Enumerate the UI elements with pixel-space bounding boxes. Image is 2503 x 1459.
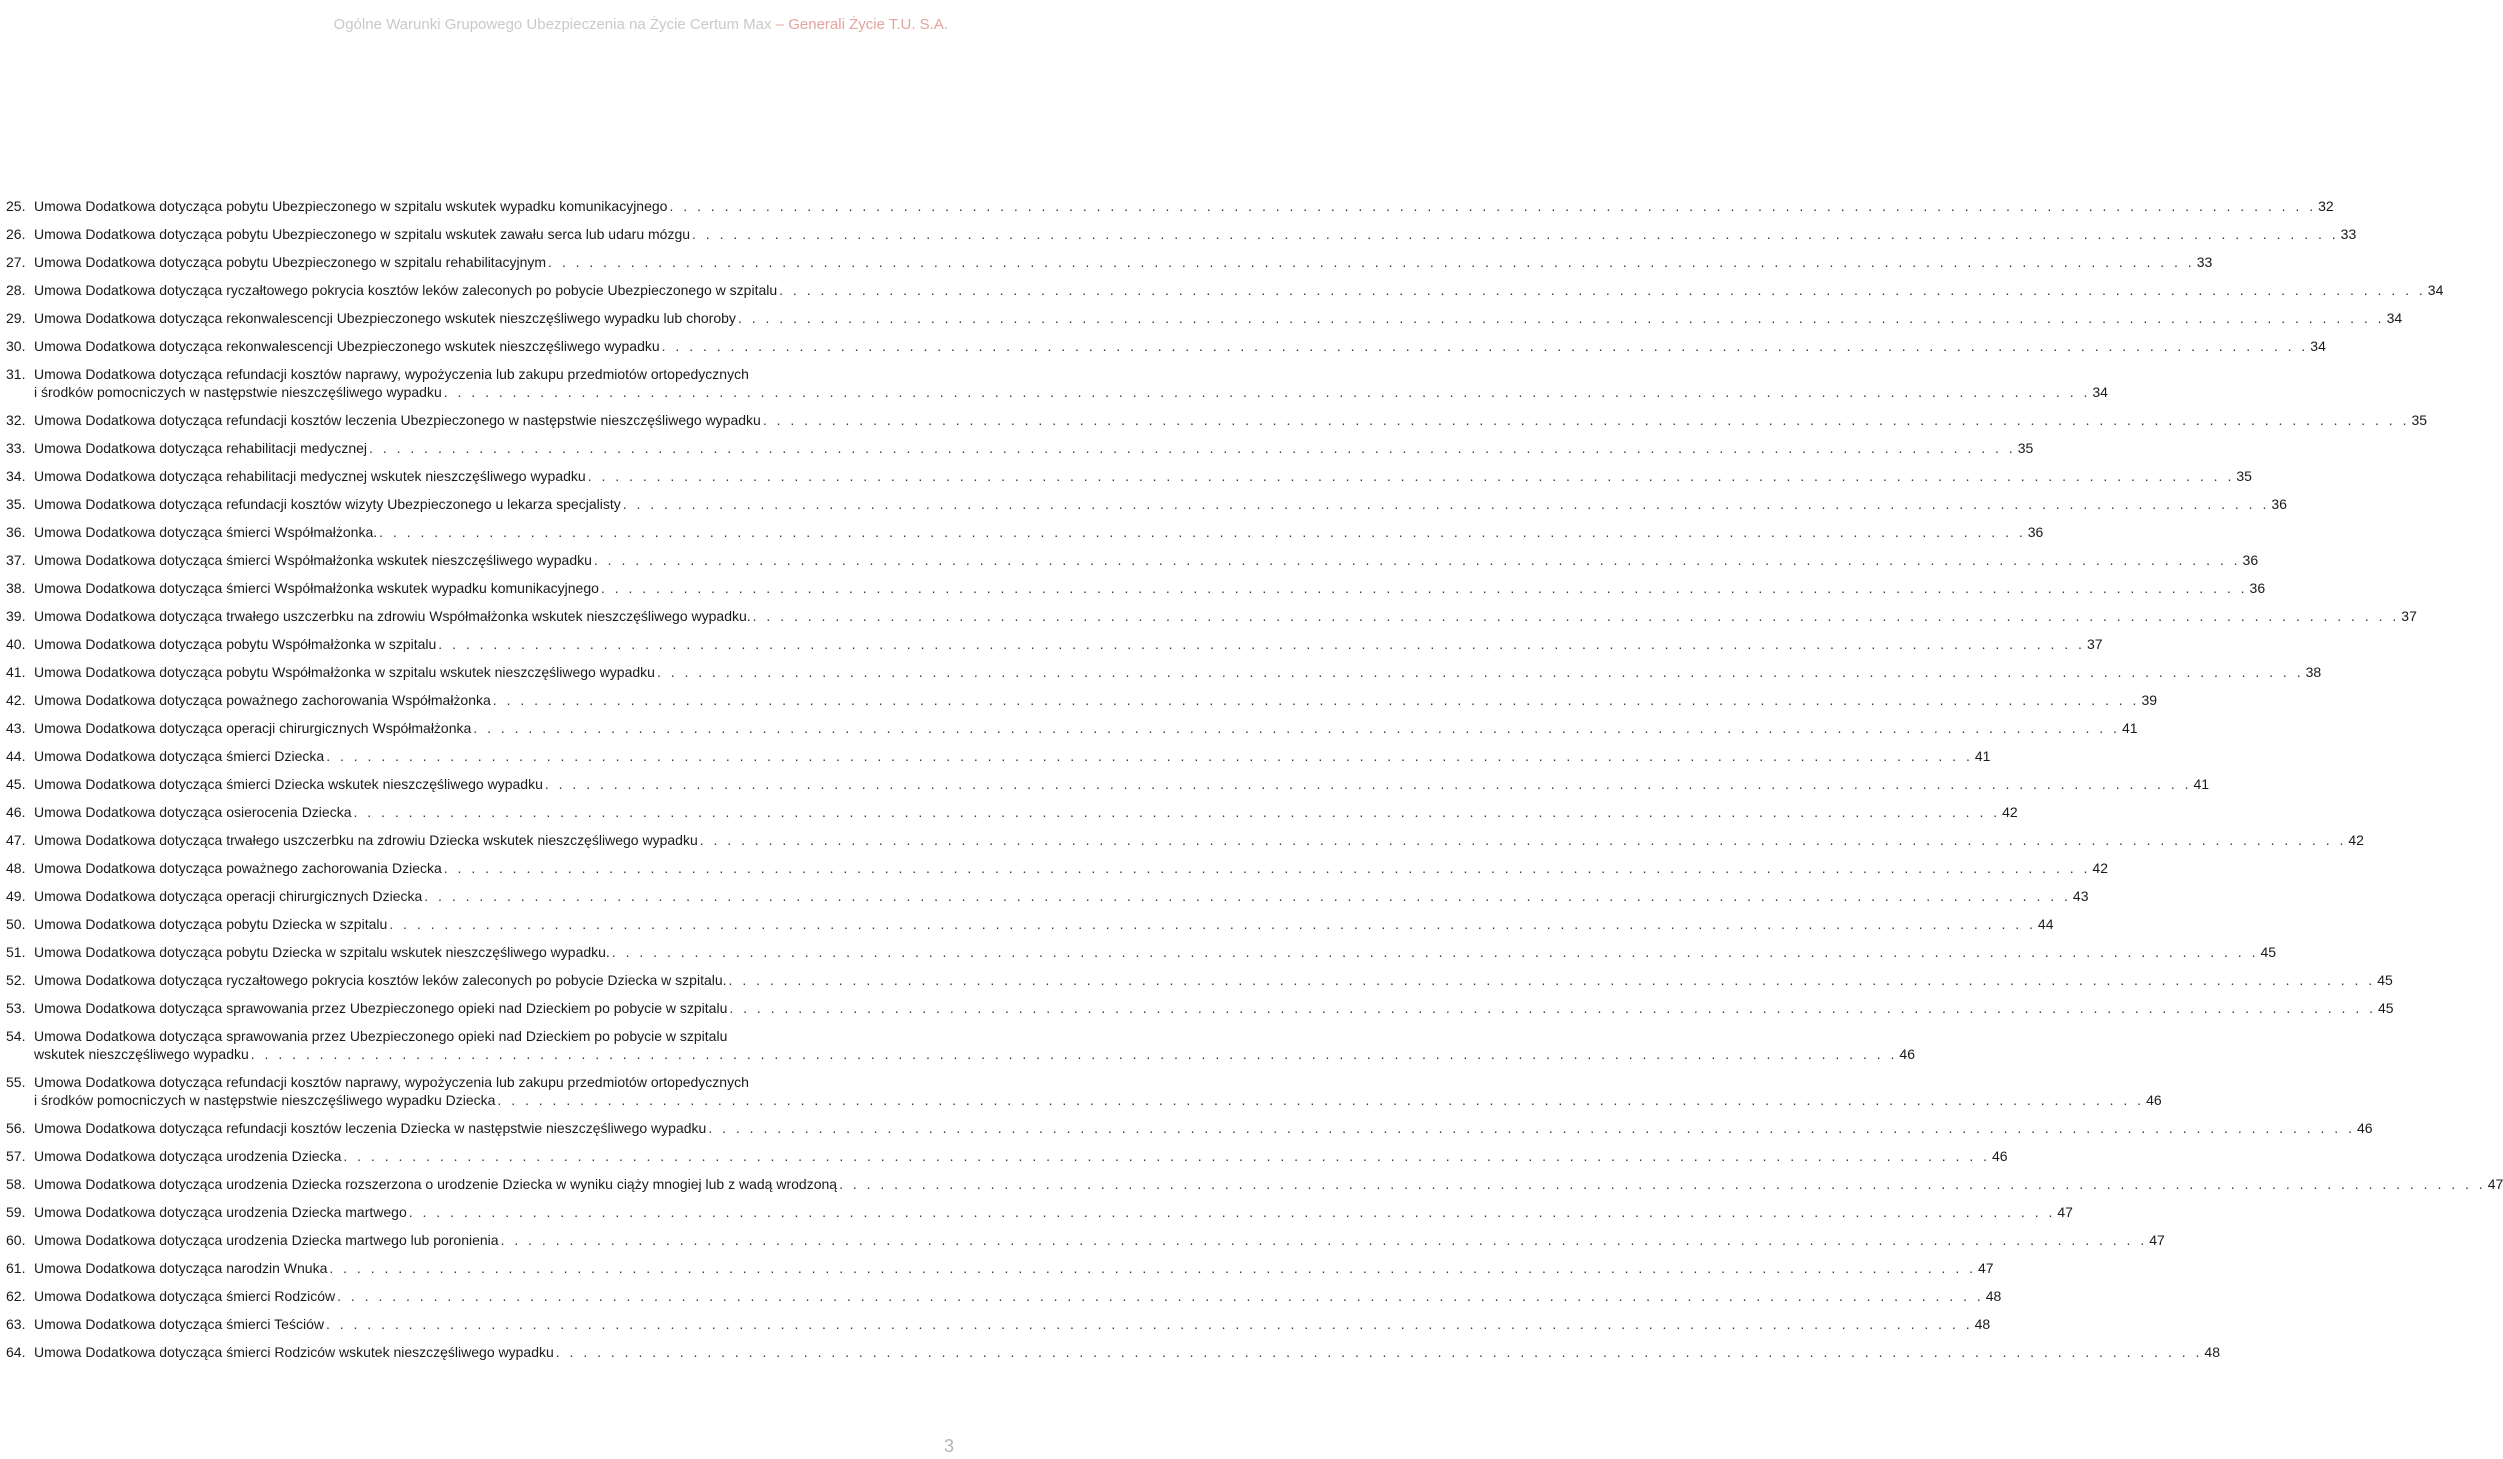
toc-entry-page: 48	[1974, 1316, 1991, 1332]
toc-entry-number: 38.	[6, 580, 26, 596]
toc-entry-page: 33	[2196, 254, 2213, 270]
toc-entry-number: 64.	[6, 1344, 26, 1360]
toc-entry-page: 41	[2121, 720, 2138, 736]
toc-entry-title: Umowa Dodatkowa dotycząca pobytu Ubezpieczonego w szpitalu wskutek wypadku komunikacyjnego	[34, 198, 668, 214]
toc-entry-page: 46	[2146, 1092, 2162, 1108]
toc-entry-page: 34	[2310, 338, 2326, 354]
toc-entry[interactable]	[6, 691, 2158, 709]
toc-entry-title: Umowa Dodatkowa dotycząca śmierci Dziecka wskutek nieszczęśliwego wypadku	[34, 776, 543, 792]
toc-entry-title: Umowa Dodatkowa dotycząca śmierci Teściów	[34, 1316, 324, 1332]
toc-leader-dots: . . . . . . . . . . . . . . . . . . . . . . . . . . . . . . . . . . . . . . . . . . . . . . . . . . . . . . . . . . . . . . . . . . . . . . . . . . . . . . . . . . . . . . . . . . . . . . . . . . . . . . . . . . . . . . . . . . . . . . . .	[325, 1316, 1973, 1332]
toc-entry-page: 41	[1974, 748, 1991, 764]
toc-entry-number: 36.	[6, 524, 26, 540]
toc-entry-title: Umowa Dodatkowa dotycząca pobytu Dziecka w szpitalu	[34, 916, 388, 932]
toc-entry-title: Umowa Dodatkowa dotycząca trwałego uszczerbku na zdrowiu Dziecka wskutek nieszczęśliwego wypadku	[34, 832, 698, 848]
toc-entry-number: 28.	[6, 282, 26, 298]
toc-entry-title: Umowa Dodatkowa dotycząca rehabilitacji medycznej wskutek nieszczęśliwego wypadku	[34, 468, 586, 484]
toc-entry[interactable]	[6, 1147, 2008, 1165]
toc-leader-dots: . . . . . . . . . . . . . . . . . . . . . . . . . . . . . . . . . . . . . . . . . . . . . . . . . . . . . . . . . . . . . . . . . . . . . . . . . . . . . . . . . . . . . . . . . . . . . . . . . . . . . . . . . . . . . . . . . . . . . . . .	[839, 1176, 2486, 1192]
toc-leader-dots: . . . . . . . . . . . . . . . . . . . . . . . . . . . . . . . . . . . . . . . . . . . . . . . . . . . . . . . . . . . . . . . . . . . . . . . . . . . . . . . . . . . . . . . . . . . . . . . . . . . . . . . . . . . . . . . . . . . . . . . .	[438, 636, 2085, 652]
toc-entry[interactable]	[6, 635, 2103, 653]
toc-entry-number: 55.	[6, 1074, 26, 1090]
toc-leader-dots: . . . . . . . . . . . . . . . . . . . . . . . . . . . . . . . . . . . . . . . . . . . . . . . . . . . . . . . . . . . . . . . . . . . . . . . . . . . . . . . . . . . . . . . . . . . . . . . . . . . . . . . . . . . . . . . . . . . . . . . .	[729, 1000, 2376, 1016]
toc-entry[interactable]	[6, 803, 2018, 821]
toc-entry[interactable]	[6, 999, 2394, 1017]
toc-entry-title: Umowa Dodatkowa dotycząca urodzenia Dziecka	[34, 1148, 342, 1164]
toc-leader-dots: . . . . . . . . . . . . . . . . . . . . . . . . . . . . . . . . . . . . . . . . . . . . . . . . . . . . . . . . . . . . . . . . . . . . . . . . . . . . . . . . . . . . . . . . . . . . . . . . . . . . . . . . . . . . . . . . . . . . . . . .	[492, 692, 2140, 708]
toc-entry-title: Umowa Dodatkowa dotycząca sprawowania przez Ubezpieczonego opieki nad Dzieckiem po pobycie w szpitalu	[34, 1028, 728, 1044]
page-number: 3	[943, 1436, 954, 1456]
toc-entry[interactable]	[6, 747, 1991, 765]
toc-entry-title: Umowa Dodatkowa dotycząca pobytu Dziecka w szpitalu wskutek nieszczęśliwego wypadku.	[34, 944, 610, 960]
toc-entry[interactable]	[6, 309, 2403, 327]
toc-leader-dots: . . . . . . . . . . . . . . . . . . . . . . . . . . . . . . . . . . . . . . . . . . . . . . . . . . . . . . . . . . . . . . . . . . . . . . . . . . . . . . . . . . . . . . . . . . . . . . . . . . . . . . . . . . . . . . . . . . . . . . . .	[544, 776, 2192, 792]
toc-leader-dots: . . . . . . . . . . . . . . . . . . . . . . . . . . . . . . . . . . . . . . . . . . . . . . . . . . . . . . . . . . . . . . . . . . . . . . . . . . . . . . . . . . . . . . . . . . . . . . . . . . . . . . . . . . . . . . . . . . . . . . . .	[389, 916, 2036, 932]
toc-entry-title: Umowa Dodatkowa dotycząca poważnego zachorowania Współmałżonka	[34, 692, 491, 708]
toc-entry[interactable]	[6, 831, 2364, 849]
toc-leader-dots: . . . . . . . . . . . . . . . . . . . . . . . . . . . . . . . . . . . . . . . . . . . . . . . . . . . . . . . . . . . . . . . . . . . . . . . . . . . . . . . . . . . . . . . . . . . . . . . . . . . . . . . . . . . . . . . . . . . . . . . .	[443, 384, 2091, 400]
toc-entry-page: 38	[2305, 664, 2322, 680]
toc-entry-page: 39	[2141, 692, 2158, 708]
toc-entry-title: Umowa Dodatkowa dotycząca refundacji kosztów leczenia Ubezpieczonego w następstwie nieszczęśliwego wypadku	[34, 412, 761, 428]
toc-entry[interactable]	[6, 1175, 2503, 1193]
toc-entry-page: 48	[1985, 1288, 2002, 1304]
toc-entry-title: Umowa Dodatkowa dotycząca refundacji kosztów leczenia Dziecka w następstwie nieszczęśliwego wypadku	[34, 1120, 707, 1136]
toc-entry[interactable]	[6, 1259, 1994, 1277]
toc-entry-page: 37	[2401, 608, 2417, 624]
toc-entry-title: Umowa Dodatkowa dotycząca refundacji kosztów naprawy, wypożyczenia lub zakupu przedmiotów ortopedycznych	[34, 1074, 749, 1090]
toc-entry-title: Umowa Dodatkowa dotycząca rekonwalescencji Ubezpieczonego wskutek nieszczęśliwego wypadku	[34, 338, 660, 354]
toc-entry-title: Umowa Dodatkowa dotycząca pobytu Współmałżonka w szpitalu	[34, 636, 437, 652]
toc-entry-number: 58.	[6, 1176, 26, 1192]
toc-entry-page: 41	[2193, 776, 2210, 792]
toc-leader-dots: . . . . . . . . . . . . . . . . . . . . . . . . . . . . . . . . . . . . . . . . . . . . . . . . . . . . . . . . . . . . . . . . . . . . . . . . . . . . . . . . . . . . . . . . . . . . . . . . . . . . . . . . . . . . . . . . . . . . . . . .	[408, 1204, 2056, 1220]
toc-entry-title: i środków pomocniczych w następstwie nieszczęśliwego wypadku	[34, 384, 442, 400]
toc-entry-number: 60.	[6, 1232, 26, 1248]
toc-entry-page: 34	[2092, 384, 2108, 400]
toc-entry-title: Umowa Dodatkowa dotycząca refundacji kosztów naprawy, wypożyczenia lub zakupu przedmiotów ortopedycznych	[34, 366, 749, 382]
toc-entry-title: Umowa Dodatkowa dotycząca śmierci Współmałżonka wskutek wypadku komunikacyjnego	[34, 580, 599, 596]
toc-entry-title: Umowa Dodatkowa dotycząca urodzenia Dziecka martwego	[34, 1204, 407, 1220]
toc-leader-dots: . . . . . . . . . . . . . . . . . . . . . . . . . . . . . . . . . . . . . . . . . . . . . . . . . . . . . . . . . . . . . . . . . . . . . . . . . . . . . . . . . . . . . . . . . . . . . . . . . . . . . . . . . . . . . . . . . . . . . . . .	[497, 1092, 2145, 1108]
toc-entry-page: 45	[2378, 1000, 2394, 1016]
toc-entry-page: 36	[2027, 524, 2044, 540]
toc-entry[interactable]	[6, 467, 2252, 485]
toc-entry-title: Umowa Dodatkowa dotycząca rekonwalescencji Ubezpieczonego wskutek nieszczęśliwego wypadku lub choroby	[34, 310, 736, 326]
toc-leader-dots: . . . . . . . . . . . . . . . . . . . . . . . . . . . . . . . . . . . . . . . . . . . . . . . . . . . . . . . . . . . . . . . . . . . . . . . . . . . . . . . . . . . . . . . . . . . . . . . . . . . . . . . . . . . . . . . . . . . . . . . .	[611, 944, 2259, 960]
toc-entry[interactable]	[6, 719, 2138, 737]
toc-leader-dots: . . . . . . . . . . . . . . . . . . . . . . . . . . . . . . . . . . . . . . . . . . . . . . . . . . . . . . . . . . . . . . . . . . . . . . . . . . . . . . . . . . . . . . . . . . . . . . . . . . . . . . . . . . . . . . . . . . . . . . . .	[708, 1120, 2355, 1136]
toc-entry-page: 47	[2149, 1232, 2165, 1248]
toc-entry-number: 26.	[6, 226, 26, 242]
toc-leader-dots: . . . . . . . . . . . . . . . . . . . . . . . . . . . . . . . . . . . . . . . . . . . . . . . . . . . . . . . . . . . . . . . . . . . . . . . . . . . . . . . . . . . . . . . . . . . . . . . . . . . . . . . . . . . . . . . . . . . . . . . .	[250, 1046, 1898, 1062]
toc-entry-page: 33	[2340, 226, 2357, 242]
toc-entry-page: 46	[1992, 1148, 2008, 1164]
toc-entry[interactable]	[6, 1315, 1991, 1333]
toc-leader-dots: . . . . . . . . . . . . . . . . . . . . . . . . . . . . . . . . . . . . . . . . . . . . . . . . . . . . . . . . . . . . . . . . . . . . . . . . . . . . . . . . . . . . . . . . . . . . . . . . . . . . . . . . . . . . . . . . . . . . . . . .	[600, 580, 2248, 596]
toc-entry-number: 31.	[6, 366, 26, 382]
toc-entry[interactable]	[6, 943, 2277, 961]
header-company: Generali Życie T.U. S.A.	[788, 16, 948, 33]
toc-entry-number: 34.	[6, 468, 26, 484]
toc-entry-title: Umowa Dodatkowa dotycząca operacji chirurgicznych Dziecka	[34, 888, 423, 904]
toc-entry-title: Umowa Dodatkowa dotycząca śmierci Współmałżonka wskutek nieszczęśliwego wypadku	[34, 552, 592, 568]
toc-entry-number: 62.	[6, 1288, 26, 1304]
toc-entry-number: 32.	[6, 412, 26, 428]
toc-entry-page: 34	[2427, 282, 2444, 298]
toc-entry-number: 33.	[6, 440, 26, 456]
toc-entry[interactable]	[6, 663, 2322, 681]
document-header	[334, 16, 948, 33]
toc-entry[interactable]	[6, 915, 2054, 933]
toc-entry[interactable]	[6, 1343, 2220, 1361]
toc-entry-title: Umowa Dodatkowa dotycząca ryczałtowego pokrycia kosztów leków zaleconych po pobycie Ubezpieczonego w szpitalu	[34, 282, 778, 298]
toc-entry-page: 42	[2002, 804, 2018, 820]
toc-leader-dots: . . . . . . . . . . . . . . . . . . . . . . . . . . . . . . . . . . . . . . . . . . . . . . . . . . . . . . . . . . . . . . . . . . . . . . . . . . . . . . . . . . . . . . . . . . . . . . . . . . . . . . . . . . . . . . . . . . . . . . . .	[669, 198, 2317, 214]
toc-entry[interactable]	[6, 1119, 2373, 1137]
toc-entry-number: 54.	[6, 1028, 26, 1044]
toc-entry-title: Umowa Dodatkowa dotycząca śmierci Rodziców	[34, 1288, 336, 1304]
toc-entry-title: i środków pomocniczych w następstwie nieszczęśliwego wypadku Dziecka	[34, 1092, 496, 1108]
toc-entry-number: 25.	[6, 198, 26, 214]
toc-entry[interactable]	[6, 253, 2213, 271]
toc-entry[interactable]	[6, 197, 2334, 215]
toc-entry-page: 36	[2242, 552, 2259, 568]
toc-leader-dots: . . . . . . . . . . . . . . . . . . . . . . . . . . . . . . . . . . . . . . . . . . . . . . . . . . . . . . . . . . . . . . . . . . . . . . . . . . . . . . . . . . . . . . . . . . . . . . . . . . . . . . . . . . . . . . . . . . . . . . . .	[353, 804, 2001, 820]
toc-leader-dots: . . . . . . . . . . . . . . . . . . . . . . . . . . . . . . . . . . . . . . . . . . . . . . . . . . . . . . . . . . . . . . . . . . . . . . . . . . . . . . . . . . . . . . . . . . . . . . . . . . . . . . . . . . . . . . . . . . . . . . . .	[692, 226, 2339, 242]
toc-leader-dots: . . . . . . . . . . . . . . . . . . . . . . . . . . . . . . . . . . . . . . . . . . . . . . . . . . . . . . . . . . . . . . . . . . . . . . . . . . . . . . . . . . . . . . . . . . . . . . . . . . . . . . . . . . . . . . . . . . . . . . . .	[728, 972, 2376, 988]
toc-entry-title: Umowa Dodatkowa dotycząca operacji chirurgicznych Współmałżonka	[34, 720, 472, 736]
toc-entry-page: 42	[2348, 832, 2364, 848]
toc-entry[interactable]	[6, 495, 2287, 513]
toc-leader-dots: . . . . . . . . . . . . . . . . . . . . . . . . . . . . . . . . . . . . . . . . . . . . . . . . . . . . . . . . . . . . . . . . . . . . . . . . . . . . . . . . . . . . . . . . . . . . . . . . . . . . . . . . . . . . . . . . . . . . . . . .	[622, 496, 2270, 512]
toc-entry-title: Umowa Dodatkowa dotycząca poważnego zachorowania Dziecka	[34, 860, 442, 876]
toc-entry-number: 40.	[6, 636, 26, 652]
toc-entry[interactable]	[6, 1287, 2002, 1305]
toc-entry[interactable]	[6, 411, 2428, 429]
toc-entry-number: 53.	[6, 1000, 26, 1016]
toc-leader-dots: . . . . . . . . . . . . . . . . . . . . . . . . . . . . . . . . . . . . . . . . . . . . . . . . . . . . . . . . . . . . . . . . . . . . . . . . . . . . . . . . . . . . . . . . . . . . . . . . . . . . . . . . . . . . . . . . . . . . . . . .	[369, 440, 2016, 456]
toc-entry-page: 45	[2377, 972, 2393, 988]
toc-leader-dots: . . . . . . . . . . . . . . . . . . . . . . . . . . . . . . . . . . . . . . . . . . . . . . . . . . . . . . . . . . . . . . . . . . . . . . . . . . . . . . . . . . . . . . . . . . . . . . . . . . . . . . . . . . . . . . . . . . . . . . . .	[424, 888, 2071, 904]
toc-leader-dots: . . . . . . . . . . . . . . . . . . . . . . . . . . . . . . . . . . . . . . . . . . . . . . . . . . . . . . . . . . . . . . . . . . . . . . . . . . . . . . . . . . . . . . . . . . . . . . . . . . . . . . . . . . . . . . . . . . . . . . . .	[593, 552, 2241, 568]
toc-leader-dots: . . . . . . . . . . . . . . . . . . . . . . . . . . . . . . . . . . . . . . . . . . . . . . . . . . . . . . . . . . . . . . . . . . . . . . . . . . . . . . . . . . . . . . . . . . . . . . . . . . . . . . . . . . . . . . . . . . . . . . . .	[326, 748, 1973, 764]
toc-entry-title: Umowa Dodatkowa dotycząca śmierci Rodziców wskutek nieszczęśliwego wypadku	[34, 1344, 554, 1360]
toc-leader-dots: . . . . . . . . . . . . . . . . . . . . . . . . . . . . . . . . . . . . . . . . . . . . . . . . . . . . . . . . . . . . . . . . . . . . . . . . . . . . . . . . . . . . . . . . . . . . . . . . . . . . . . . . . . . . . . . . . . . . . . . .	[587, 468, 2235, 484]
toc-entry-title: Umowa Dodatkowa dotycząca pobytu Ubezpieczonego w szpitalu rehabilitacyjnym	[34, 254, 547, 270]
toc-entry-title: Umowa Dodatkowa dotycząca sprawowania przez Ubezpieczonego opieki nad Dzieckiem po pobycie w szpitalu	[34, 1000, 728, 1016]
toc-entry-title: Umowa Dodatkowa dotycząca śmierci Współmałżonka.	[34, 524, 378, 540]
toc-entry-title: Umowa Dodatkowa dotycząca śmierci Dziecka	[34, 748, 325, 764]
toc-entry[interactable]	[6, 1231, 2165, 1249]
toc-entry-title: wskutek nieszczęśliwego wypadku	[34, 1046, 249, 1062]
toc-entry-number: 51.	[6, 944, 26, 960]
toc-entry-number: 50.	[6, 916, 26, 932]
toc-entry[interactable]	[6, 439, 2034, 457]
toc-entry-title: Umowa Dodatkowa dotycząca refundacji kosztów wizyty Ubezpieczonego u lekarza specjalisty	[34, 496, 621, 512]
toc-entry-number: 48.	[6, 860, 26, 876]
toc-entry-page: 45	[2260, 944, 2277, 960]
toc-leader-dots: . . . . . . . . . . . . . . . . . . . . . . . . . . . . . . . . . . . . . . . . . . . . . . . . . . . . . . . . . . . . . . . . . . . . . . . . . . . . . . . . . . . . . . . . . . . . . . . . . . . . . . . . . . . . . . . . . . . . . . . .	[343, 1148, 1991, 1164]
toc-entry-number: 57.	[6, 1148, 26, 1164]
toc-entry-page: 34	[2386, 310, 2403, 326]
toc-entry-number: 37.	[6, 552, 26, 568]
toc-entry-title: Umowa Dodatkowa dotycząca trwałego uszczerbku na zdrowiu Współmałżonka wskutek nieszczęśliwego wypadku.	[34, 608, 751, 624]
toc-entry[interactable]	[6, 365, 2108, 401]
toc-entry-number: 39.	[6, 608, 26, 624]
toc-leader-dots: . . . . . . . . . . . . . . . . . . . . . . . . . . . . . . . . . . . . . . . . . . . . . . . . . . . . . . . . . . . . . . . . . . . . . . . . . . . . . . . . . . . . . . . . . . . . . . . . . . . . . . . . . . . . . . . . . . . . . . . .	[548, 254, 2195, 270]
toc-entry-number: 46.	[6, 804, 26, 820]
toc-entry-number: 59.	[6, 1204, 26, 1220]
toc-entry-page: 36	[2249, 580, 2266, 596]
toc-entry[interactable]	[6, 1203, 2073, 1221]
toc-entry-title: Umowa Dodatkowa dotycząca osierocenia Dziecka	[34, 804, 352, 820]
toc-entry-number: 45.	[6, 776, 26, 792]
toc-entry[interactable]	[6, 775, 2210, 793]
toc-entry-page: 35	[2411, 412, 2428, 428]
toc-leader-dots: . . . . . . . . . . . . . . . . . . . . . . . . . . . . . . . . . . . . . . . . . . . . . . . . . . . . . . . . . . . . . . . . . . . . . . . . . . . . . . . . . . . . . . . . . . . . . . . . . . . . . . . . . . . . . . . . . . . . . . . .	[337, 1288, 1984, 1304]
toc-leader-dots: . . . . . . . . . . . . . . . . . . . . . . . . . . . . . . . . . . . . . . . . . . . . . . . . . . . . . . . . . . . . . . . . . . . . . . . . . . . . . . . . . . . . . . . . . . . . . . . . . . . . . . . . . . . . . . . . . . . . . . . .	[752, 608, 2400, 624]
toc-leader-dots: . . . . . . . . . . . . . . . . . . . . . . . . . . . . . . . . . . . . . . . . . . . . . . . . . . . . . . . . . . . . . . . . . . . . . . . . . . . . . . . . . . . . . . . . . . . . . . . . . . . . . . . . . . . . . . . . . . . . . . . .	[443, 860, 2091, 876]
toc-leader-dots: . . . . . . . . . . . . . . . . . . . . . . . . . . . . . . . . . . . . . . . . . . . . . . . . . . . . . . . . . . . . . . . . . . . . . . . . . . . . . . . . . . . . . . . . . . . . . . . . . . . . . . . . . . . . . . . . . . . . . . . .	[762, 412, 2410, 428]
toc-entry[interactable]	[6, 523, 2044, 541]
toc-entry-page: 35	[2236, 468, 2252, 484]
toc-entry[interactable]	[6, 887, 2089, 905]
toc-entry-page: 43	[2072, 888, 2089, 904]
toc-entry[interactable]	[6, 859, 2108, 877]
toc-entry[interactable]	[6, 281, 2444, 299]
toc-entry-title: Umowa Dodatkowa dotycząca narodzin Wnuka	[34, 1260, 328, 1276]
toc-entry-page: 32	[2318, 198, 2334, 214]
toc-entry-title: Umowa Dodatkowa dotycząca rehabilitacji medycznej	[34, 440, 368, 456]
toc-leader-dots: . . . . . . . . . . . . . . . . . . . . . . . . . . . . . . . . . . . . . . . . . . . . . . . . . . . . . . . . . . . . . . . . . . . . . . . . . . . . . . . . . . . . . . . . . . . . . . . . . . . . . . . . . . . . . . . . . . . . . . . .	[555, 1344, 2203, 1360]
toc-entry-number: 27.	[6, 254, 26, 270]
toc-entry-title: Umowa Dodatkowa dotycząca pobytu Ubezpieczonego w szpitalu wskutek zawału serca lub udaru mózgu	[34, 226, 691, 242]
toc-entry-number: 56.	[6, 1120, 26, 1136]
toc-entry-page: 47	[1978, 1260, 1994, 1276]
toc-entry-page: 47	[2057, 1204, 2073, 1220]
toc-entry-page: 35	[2017, 440, 2034, 456]
toc-entry-page: 47	[2487, 1176, 2503, 1192]
toc-entry-number: 42.	[6, 692, 26, 708]
toc-entry-page: 46	[1899, 1046, 1915, 1062]
toc-leader-dots: . . . . . . . . . . . . . . . . . . . . . . . . . . . . . . . . . . . . . . . . . . . . . . . . . . . . . . . . . . . . . . . . . . . . . . . . . . . . . . . . . . . . . . . . . . . . . . . . . . . . . . . . . . . . . . . . . . . . . . . .	[379, 524, 2026, 540]
toc-entry-title: Umowa Dodatkowa dotycząca urodzenia Dziecka rozszerzona o urodzenie Dziecka w wyniku ciąży mnogiej lub z wadą wrodzoną	[34, 1176, 838, 1192]
toc-entry-number: 35.	[6, 496, 26, 512]
toc-entry[interactable]	[6, 971, 2393, 989]
toc-entry-number: 41.	[6, 664, 26, 680]
toc-leader-dots: . . . . . . . . . . . . . . . . . . . . . . . . . . . . . . . . . . . . . . . . . . . . . . . . . . . . . . . . . . . . . . . . . . . . . . . . . . . . . . . . . . . . . . . . . . . . . . . . . . . . . . . . . . . . . . . . . . . . . . . .	[699, 832, 2347, 848]
toc-entry-page: 44	[2037, 916, 2054, 932]
toc-entry-page: 48	[2204, 1344, 2220, 1360]
toc-entry[interactable]	[6, 579, 2266, 597]
toc-leader-dots: . . . . . . . . . . . . . . . . . . . . . . . . . . . . . . . . . . . . . . . . . . . . . . . . . . . . . . . . . . . . . . . . . . . . . . . . . . . . . . . . . . . . . . . . . . . . . . . . . . . . . . . . . . . . . . . . . . . . . . . .	[656, 664, 2304, 680]
toc-entry-page: 37	[2086, 636, 2103, 652]
toc-entry-number: 49.	[6, 888, 26, 904]
header-title: Ogólne Warunki Grupowego Ubezpieczenia na Życie Certum Max	[333, 16, 772, 33]
toc-entry[interactable]	[6, 551, 2259, 569]
toc-entry[interactable]	[6, 1073, 2162, 1109]
toc-entry-number: 30.	[6, 338, 26, 354]
toc-entry-number: 47.	[6, 832, 26, 848]
toc-entry-number: 52.	[6, 972, 26, 988]
toc-leader-dots: . . . . . . . . . . . . . . . . . . . . . . . . . . . . . . . . . . . . . . . . . . . . . . . . . . . . . . . . . . . . . . . . . . . . . . . . . . . . . . . . . . . . . . . . . . . . . . . . . . . . . . . . . . . . . . . . . . . . . . . .	[500, 1232, 2148, 1248]
toc-entry-number: 43.	[6, 720, 26, 736]
header-dash: –	[775, 16, 785, 33]
toc-entry-number: 29.	[6, 310, 26, 326]
toc-entry-number: 63.	[6, 1316, 26, 1332]
toc-entry-page: 36	[2271, 496, 2287, 512]
toc-entry[interactable]	[6, 337, 2326, 355]
toc-entry[interactable]	[6, 607, 2417, 625]
toc-entry-title: Umowa Dodatkowa dotycząca ryczałtowego pokrycia kosztów leków zaleconych po pobycie Dziecka w szpitalu.	[34, 972, 727, 988]
toc-leader-dots: . . . . . . . . . . . . . . . . . . . . . . . . . . . . . . . . . . . . . . . . . . . . . . . . . . . . . . . . . . . . . . . . . . . . . . . . . . . . . . . . . . . . . . . . . . . . . . . . . . . . . . . . . . . . . . . . . . . . . . . .	[473, 720, 2120, 736]
toc-leader-dots: . . . . . . . . . . . . . . . . . . . . . . . . . . . . . . . . . . . . . . . . . . . . . . . . . . . . . . . . . . . . . . . . . . . . . . . . . . . . . . . . . . . . . . . . . . . . . . . . . . . . . . . . . . . . . . . . . . . . . . . .	[661, 338, 2309, 354]
toc-entry-title: Umowa Dodatkowa dotycząca urodzenia Dziecka martwego lub poronienia	[34, 1232, 499, 1248]
toc-entry[interactable]	[6, 1027, 1915, 1063]
toc-entry-number: 61.	[6, 1260, 26, 1276]
toc-entry-number: 44.	[6, 748, 26, 764]
toc-leader-dots: . . . . . . . . . . . . . . . . . . . . . . . . . . . . . . . . . . . . . . . . . . . . . . . . . . . . . . . . . . . . . . . . . . . . . . . . . . . . . . . . . . . . . . . . . . . . . . . . . . . . . . . . . . . . . . . . . . . . . . . .	[779, 282, 2426, 298]
toc-entry-page: 46	[2356, 1120, 2373, 1136]
toc-leader-dots: . . . . . . . . . . . . . . . . . . . . . . . . . . . . . . . . . . . . . . . . . . . . . . . . . . . . . . . . . . . . . . . . . . . . . . . . . . . . . . . . . . . . . . . . . . . . . . . . . . . . . . . . . . . . . . . . . . . . . . . .	[329, 1260, 1977, 1276]
toc-entry[interactable]	[6, 225, 2357, 243]
toc-entry-title: Umowa Dodatkowa dotycząca pobytu Współmałżonka w szpitalu wskutek nieszczęśliwego wypadku	[34, 664, 655, 680]
toc-entry-page: 42	[2092, 860, 2108, 876]
toc-leader-dots: . . . . . . . . . . . . . . . . . . . . . . . . . . . . . . . . . . . . . . . . . . . . . . . . . . . . . . . . . . . . . . . . . . . . . . . . . . . . . . . . . . . . . . . . . . . . . . . . . . . . . . . . . . . . . . . . . . . . . . . .	[737, 310, 2385, 326]
